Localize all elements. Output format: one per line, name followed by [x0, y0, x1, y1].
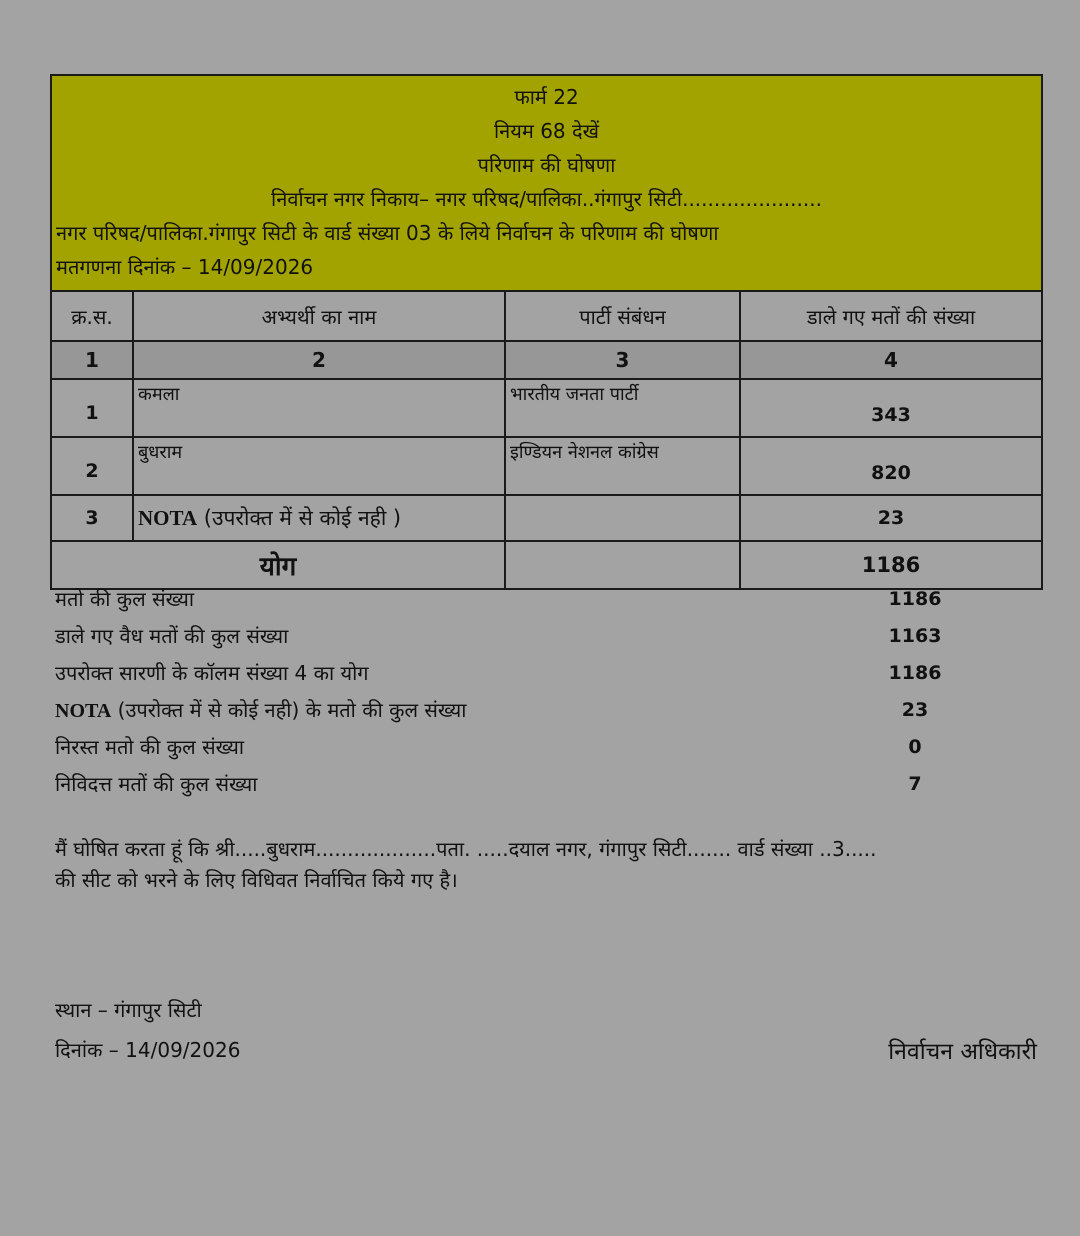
nota-label: [133, 495, 505, 541]
summary-value: 1163: [888, 624, 942, 647]
nota-hindi: (उपरोक्त में से कोई नही ): [197, 506, 402, 530]
declaration-line: की सीट को भरने के लिए विधिवत निर्वाचित किये गए है।: [55, 868, 458, 892]
form-title: परिणाम की घोषणा: [477, 153, 616, 177]
column-number: 1: [52, 341, 133, 379]
ward-line: नगर परिषद/पालिका.गंगापुर सिटी के वार्ड संख्या 03 के लिये निर्वाचन के परिणाम की घोषणा: [56, 221, 719, 245]
summary-label: [55, 696, 835, 723]
summary-label: निरस्त मतो की कुल संख्या: [55, 735, 245, 759]
form-header: [52, 76, 1041, 292]
serial-number: 2: [52, 437, 133, 495]
count-date: मतगणना दिनांक – 14/09/2026: [56, 255, 314, 279]
total-label: योग: [52, 541, 505, 588]
summary-value: 0: [908, 735, 922, 758]
declaration: [55, 834, 1035, 896]
nota-row: [52, 495, 1041, 541]
serial-number: 3: [52, 495, 133, 541]
column-number: 4: [740, 341, 1041, 379]
column-number-row: [52, 341, 1041, 379]
results-table: [52, 292, 1041, 588]
nota-latin: NOTA: [55, 700, 112, 722]
summary-row: [55, 654, 995, 691]
table-header-row: [52, 292, 1041, 341]
column-number: 3: [505, 341, 740, 379]
form-number: फार्म 22: [514, 85, 579, 109]
party-affiliation: इण्डियन नेशनल कांग्रेस: [505, 437, 740, 495]
column-header: क्र.स.: [52, 292, 133, 341]
summary-row: [55, 691, 995, 728]
total-votes: 1186: [740, 541, 1041, 588]
declaration-date: दिनांक – 14/09/2026: [55, 1038, 241, 1062]
votes-cast: 23: [740, 495, 1041, 541]
summary-row: [55, 728, 995, 765]
table-row: [52, 437, 1041, 495]
votes-cast: 820: [740, 437, 1041, 495]
column-header: अभ्यर्थी का नाम: [133, 292, 505, 341]
vote-summary: [55, 580, 995, 802]
summary-value: 1186: [888, 587, 942, 610]
summary-value: 23: [901, 698, 929, 721]
declaration-line: मैं घोषित करता हूं कि श्री.....बुधराम...................पता. .....दयाल नगर, गंगापुर सिटी....... वार्ड संख्या ..3.....: [55, 837, 877, 861]
votes-cast: 343: [740, 379, 1041, 437]
election-body-line: निर्वाचन नगर निकाय– नगर परिषद/पालिका..गंगापुर सिटी......................: [271, 187, 822, 211]
candidate-name: कमला: [133, 379, 505, 437]
column-header: पार्टी संबंधन: [505, 292, 740, 341]
returning-officer-signature: निर्वाचन अधिकारी: [888, 1039, 1037, 1065]
summary-label: मतो की कुल संख्या: [55, 587, 195, 611]
summary-label: डाले गए वैध मतों की कुल संख्या: [55, 624, 289, 648]
nota-latin: NOTA: [138, 506, 198, 530]
summary-label: निविदत्त मतों की कुल संख्या: [55, 772, 258, 796]
summary-row: [55, 765, 995, 802]
summary-value: 1186: [888, 661, 942, 684]
table-row: [52, 379, 1041, 437]
nota-summary-text: (उपरोक्त में से कोई नही) के मतो की कुल संख्या: [111, 698, 467, 722]
result-declaration-form: [50, 74, 1043, 590]
party-affiliation-empty: [505, 495, 740, 541]
rule-reference: नियम 68 देखें: [494, 119, 599, 143]
place: स्थान – गंगापुर सिटी: [55, 998, 202, 1022]
column-number: 2: [133, 341, 505, 379]
summary-row: [55, 580, 995, 617]
summary-value: 7: [908, 772, 922, 795]
party-affiliation: भारतीय जनता पार्टी: [505, 379, 740, 437]
serial-number: 1: [52, 379, 133, 437]
summary-label: उपरोक्त सारणी के कॉलम संख्या 4 का योग: [55, 661, 369, 685]
candidate-name: बुधराम: [133, 437, 505, 495]
summary-row: [55, 617, 995, 654]
column-header: डाले गए मतों की संख्या: [740, 292, 1041, 341]
